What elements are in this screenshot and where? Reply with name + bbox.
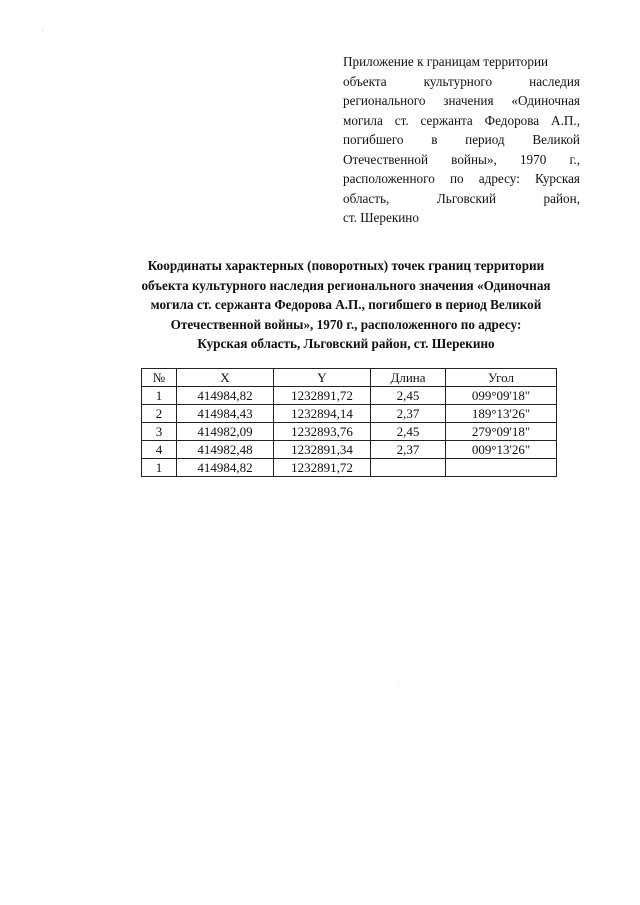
cell-angle: 009°13'26" [446,441,557,459]
cell-angle: 189°13'26" [446,405,557,423]
table-row [142,405,557,423]
cell-x: 414984,82 [177,387,274,405]
scan-speck [398,682,399,683]
header-x: X [177,369,274,387]
cell-number: 1 [142,459,177,477]
cell-length: 2,45 [371,423,446,441]
title-line: Координаты характерных (поворотных) точек границ территории [147,258,545,273]
cell-y: 1232893,76 [274,423,371,441]
cell-x: 414982,48 [177,441,274,459]
title-line: Курская область, Льговский район, ст. Шерекино [197,336,495,352]
appendix-line: ст. Шерекино [343,210,419,225]
appendix-note [343,52,580,228]
cell-number: 4 [142,441,177,459]
cell-number: 2 [142,405,177,423]
cell-number: 3 [142,423,177,441]
header-length: Длина [371,369,446,387]
cell-length: 2,37 [371,405,446,423]
appendix-line: расположенного по адресу: Курская [343,171,580,186]
cell-y: 1232891,34 [274,441,371,459]
title-line: объекта культурного наследия регионального значения «Одиночная [141,277,551,293]
cell-y: 1232894,14 [274,405,371,423]
table-row [142,387,557,405]
table-row [142,441,557,459]
appendix-line: погибшего в период Великой [343,132,580,147]
scan-speck [42,30,43,31]
cell-length: 2,37 [371,441,446,459]
cell-angle [446,459,557,477]
coordinates-table [141,368,557,477]
title-line: могила ст. сержанта Федорова А.П., погибшего в период Великой [150,297,542,313]
cell-angle: 099°09'18" [446,387,557,405]
cell-angle: 279°09'18" [446,423,557,441]
cell-x: 414984,82 [177,459,274,477]
table-header-row [142,369,557,387]
header-number: № [142,369,177,387]
appendix-line: объекта культурного наследия [343,73,580,89]
appendix-line: Приложение к границам территории [343,54,549,69]
cell-length: 2,45 [371,387,446,405]
appendix-line: могила ст. сержанта Федорова А.П., [343,112,580,128]
appendix-line: Отечественной войны», 1970 г., [343,151,580,167]
appendix-line: регионального значения «Одиночная [343,93,580,108]
cell-x: 414984,43 [177,405,274,423]
title-line: Отечественной войны», 1970 г., расположенного по адресу: [170,316,522,332]
table-row [142,459,557,477]
header-angle: Угол [446,369,557,387]
table-row [142,423,557,441]
header-y: Y [274,369,371,387]
appendix-line: область, Льговский район, [343,190,580,206]
cell-x: 414982,09 [177,423,274,441]
cell-y: 1232891,72 [274,387,371,405]
document-title [96,256,596,354]
cell-y: 1232891,72 [274,459,371,477]
cell-length [371,459,446,477]
cell-number: 1 [142,387,177,405]
